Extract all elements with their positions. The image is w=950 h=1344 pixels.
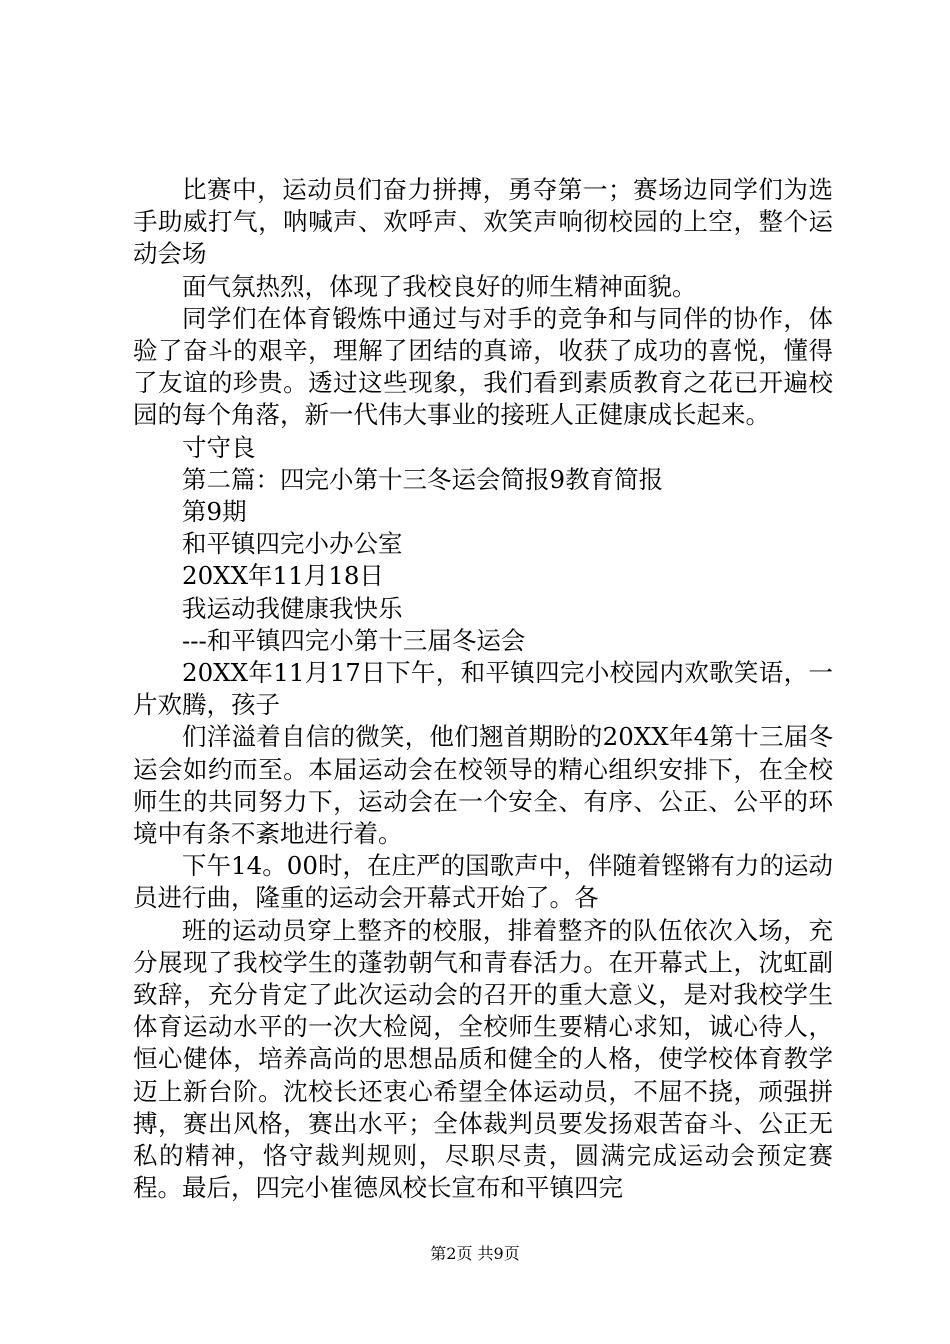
document-body	[133, 174, 833, 1205]
paragraph: 下午14。00时，在庄严的国歌声中，伴随着铿锵有力的运动员进行曲，隆重的运动会开幕式开始了。各	[133, 851, 833, 913]
office-name: 和平镇四完小办公室	[182, 529, 403, 559]
paragraph: 班的运动员穿上整齐的校服，排着整齐的队伍依次入场，充分展现了我校学生的蓬勃朝气和青春活力。在开幕式上，沈虹副致辞，充分肯定了此次运动会的召开的重大意义，是对我校学生体育运动水平的一次大检阅，全校师生要精心求知，诚心待人，恒心健体，培养高尚的思想品质和健全的人格，使学校体育教学迈上新台阶。沈校长还衷心希望全体运动员，不屈不挠，顽强拼搏，赛出风格，赛出水平；全体裁判员要发扬艰苦奋斗、公正无私的精神，恪守裁判规则，尽职尽责，圆满完成运动会预定赛程。最后，四完小崔德凤校长宣布和平镇四完	[133, 915, 833, 1203]
paragraph: 面气氛热烈，体现了我校良好的师生精神面貌。	[182, 271, 697, 301]
author-name: 寸守良	[182, 432, 256, 462]
paragraph: 比赛中，运动员们奋力拼搏，勇夺第一；赛场边同学们为选手助威打气，呐喊声、欢呼声、欢笑声响彻校园的上空，整个运动会场	[133, 175, 833, 269]
article-subtitle: ---和平镇四完小第十三届冬运会	[182, 625, 526, 655]
paragraph: 同学们在体育锻炼中通过与对手的竞争和与同伴的协作，体验了奋斗的艰辛，理解了团结的真谛，收获了成功的喜悦，懂得了友谊的珍贵。透过这些现象，我们看到素质教育之花已开遍校园的每个角落，新一代伟大事业的接班人正健康成长起来。	[133, 303, 833, 430]
article-title: 我运动我健康我快乐	[182, 593, 403, 623]
page-footer	[0, 1244, 950, 1264]
paragraph: 们洋溢着自信的微笑，他们翘首期盼的20XX年4第十三届冬运会如约而至。本届运动会在校领导的精心组织安排下，在全校师生的共同努力下，运动会在一个安全、有序、公正、公平的环境中有条不紊地进行着。	[133, 722, 833, 849]
paragraph: 20XX年11月17日下午，和平镇四完小校园内欢歌笑语，一片欢腾，孩子	[133, 658, 833, 720]
section-title: 第二篇：四完小第十三冬运会简报9教育简报	[182, 464, 664, 494]
page-number: 第2页 共9页	[430, 1244, 520, 1263]
issue-number: 第9期	[182, 497, 247, 527]
issue-date: 20XX年11月18日	[182, 561, 384, 591]
